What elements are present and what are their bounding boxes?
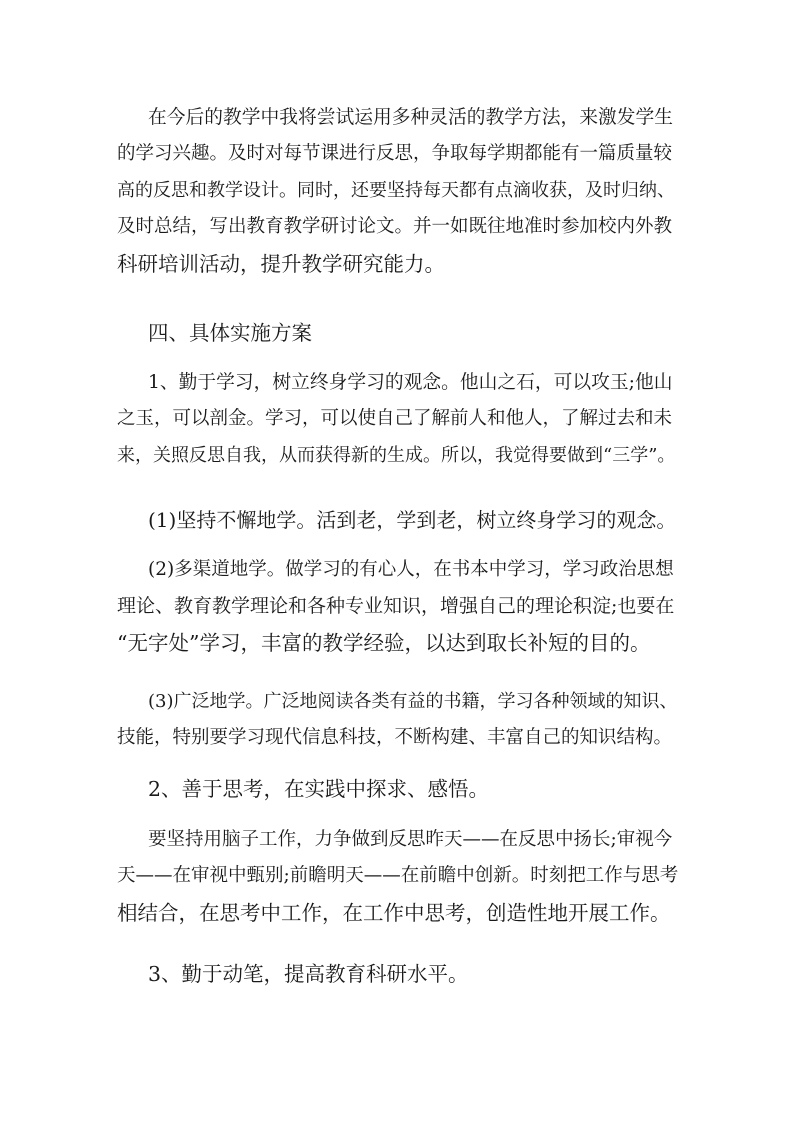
text-line: 技能，特别要学习现代信息科技，不断构建、丰富自己的知识结构。 — [117, 727, 673, 749]
text-line: 来，关照反思自我，从而获得新的生成。所以，我觉得要做到“三学”。 — [117, 444, 676, 466]
text-line: 之玉，可以剖金。学习，可以使自己了解前人和他人，了解过去和未 — [117, 408, 673, 430]
paragraph-teaching-plan — [117, 100, 677, 282]
paragraph-reflection — [117, 822, 677, 931]
text-line: “无字处”学习，丰富的教学经验，以达到取长补短的目的。 — [117, 630, 651, 655]
section-heading — [117, 315, 677, 351]
paragraph-point-3 — [117, 956, 677, 992]
text-line: 及时总结，写出教育教学研讨论文。并一如既往地准时参加校内外教 — [117, 216, 673, 238]
paragraph-point-1 — [117, 365, 677, 474]
paragraph-subpoint-2 — [117, 552, 677, 661]
text-line: 天——在审视中甄别;前瞻明天——在前瞻中创新。时刻把工作与思考 — [117, 865, 679, 887]
paragraph-subpoint-1 — [117, 502, 677, 538]
text-line: 科研培训活动，提升教学研究能力。 — [117, 251, 445, 276]
text-line: 2、善于思考，在实践中探求、感悟。 — [148, 777, 490, 801]
text-line: 相结合，在思考中工作，在工作中思考，创造性地开展工作。 — [117, 900, 671, 925]
text-line: 3、勤于动笔，提高教育科研水平。 — [148, 962, 469, 986]
paragraph-point-2 — [117, 771, 677, 807]
text-line: 的学习兴趣。及时对每节课进行反思，争取每学期都能有一篇质量较 — [117, 143, 673, 165]
text-line: (3)广泛地学。广泛地阅读各类有益的书籍，学习各种领域的知识、 — [148, 691, 678, 712]
text-line: 四、具体实施方案 — [148, 321, 312, 345]
text-line: 1、勤于学习，树立终身学习的观念。他山之石，可以攻玉;他山 — [148, 372, 673, 393]
paragraph-subpoint-3 — [117, 684, 677, 757]
text-line: 理论、教育教学理论和各种专业知识，增强自己的理论积淀;也要在 — [117, 595, 675, 618]
text-line: (1)坚持不懈地学。活到老，学到老，树立终身学习的观念。 — [148, 508, 677, 532]
text-line: 在今后的教学中我将尝试运用多种灵活的教学方法，来激发学生 — [148, 107, 673, 128]
text-line: 高的反思和教学设计。同时，还要坚持每天都有点滴收获，及时归纳、 — [117, 179, 675, 201]
text-line: 要坚持用脑子工作，力争做到反思昨天——在反思中扬长;审视今 — [148, 829, 673, 850]
text-line: (2)多渠道地学。做学习的有心人，在书本中学习，学习政治思想 — [148, 559, 674, 580]
